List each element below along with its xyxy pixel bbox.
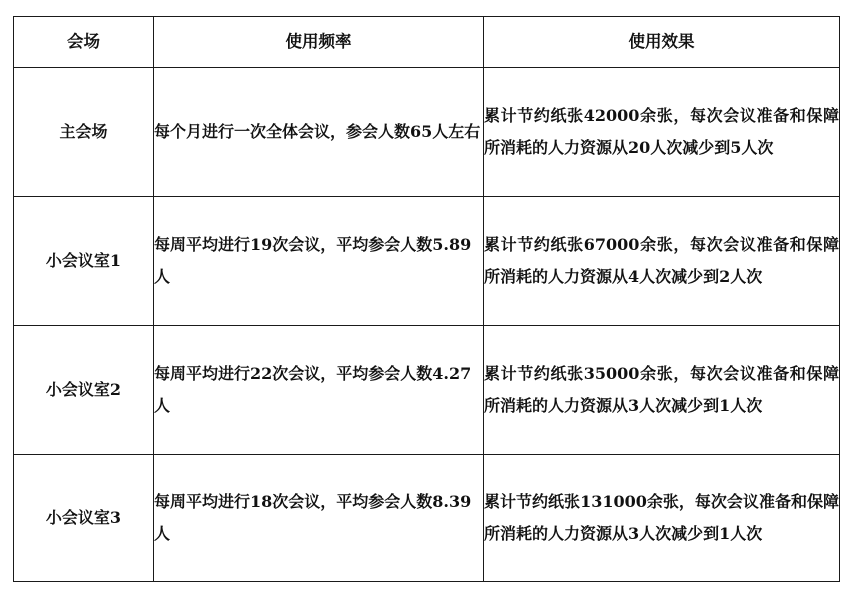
header-venue: 会场 — [14, 17, 154, 68]
header-effect: 使用效果 — [484, 17, 840, 68]
effect-cell: 累计节约纸张35000余张，每次会议准备和保障所消耗的人力资源从3人次减少到1人次 — [484, 326, 840, 455]
table-row — [14, 455, 840, 582]
venue-cell: 小会议室3 — [14, 455, 154, 582]
frequency-cell: 每周平均进行22次会议，平均参会人数4.27人 — [154, 326, 484, 455]
frequency-cell: 每个月进行一次全体会议，参会人数65人左右 — [154, 68, 484, 197]
venue-cell: 小会议室2 — [14, 326, 154, 455]
table-row — [14, 68, 840, 197]
effect-cell: 累计节约纸张131000余张，每次会议准备和保障所消耗的人力资源从3人次减少到1人次 — [484, 455, 840, 582]
effect-cell: 累计节约纸张67000余张，每次会议准备和保障所消耗的人力资源从4人次减少到2人次 — [484, 197, 840, 326]
table-row — [14, 197, 840, 326]
frequency-cell: 每周平均进行19次会议，平均参会人数5.89人 — [154, 197, 484, 326]
venue-usage-table — [13, 16, 840, 582]
frequency-cell: 每周平均进行18次会议，平均参会人数8.39人 — [154, 455, 484, 582]
effect-cell: 累计节约纸张42000余张，每次会议准备和保障所消耗的人力资源从20人次减少到5人次 — [484, 68, 840, 197]
header-frequency: 使用频率 — [154, 17, 484, 68]
table-row — [14, 326, 840, 455]
table-header-row — [14, 17, 840, 68]
venue-cell: 小会议室1 — [14, 197, 154, 326]
venue-cell: 主会场 — [14, 68, 154, 197]
